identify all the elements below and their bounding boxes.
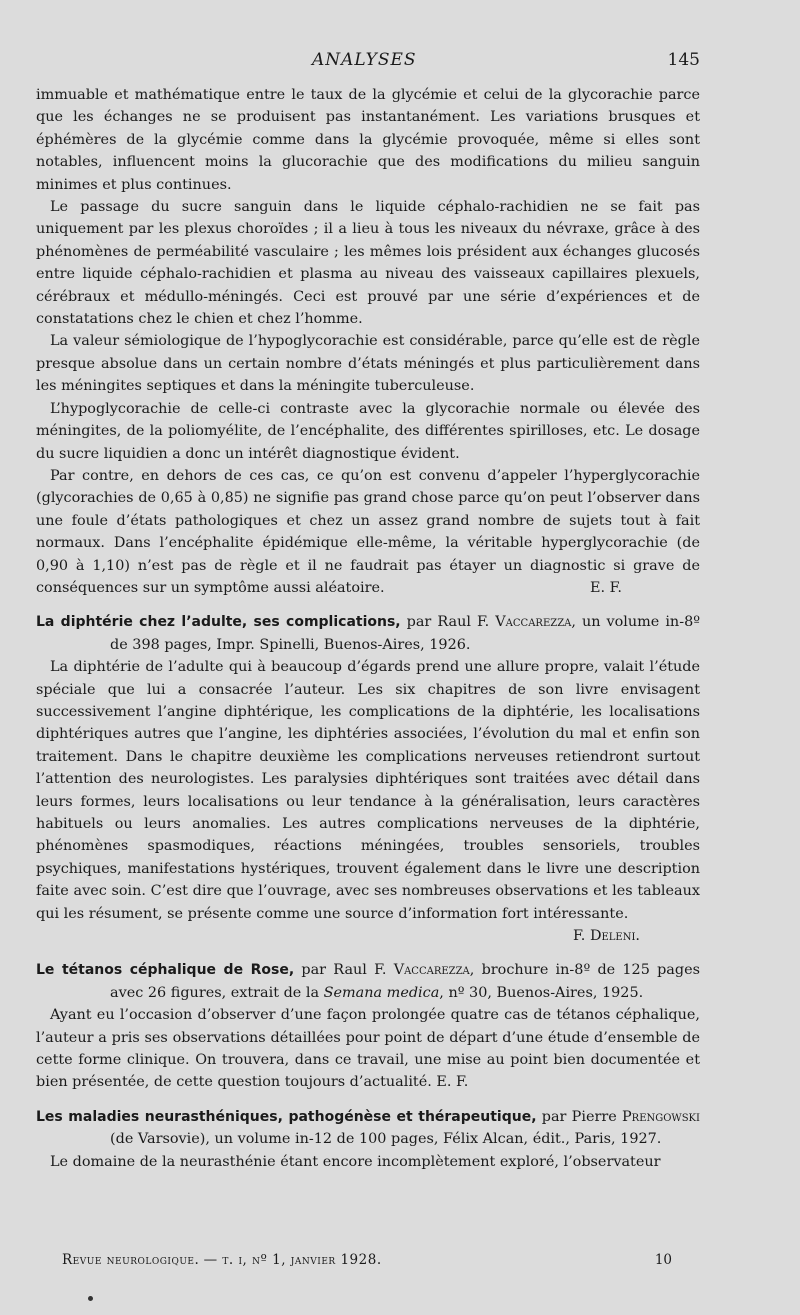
review-tetanus-signature: E. F. <box>436 1074 469 1091</box>
review-diphtheria-title: La diphtérie chez l’adulte, ses complications, <box>36 614 401 631</box>
running-title: ANALYSES <box>312 50 417 70</box>
review-tetanus <box>36 959 700 1093</box>
review-tetanus-heading <box>36 959 700 1004</box>
intro-paragraph-4: L’hypoglycorachie de celle-ci contraste avec la glycorachie normale ou élevée des méningites, de la poliomyélite, de l’encéphalite, des différentes spirilloses, etc. Le dosage du sucre liquidien a donc un intérêt diagnostique évident. <box>36 400 700 462</box>
page-footer <box>62 1252 672 1268</box>
review-diphtheria-heading <box>36 611 700 656</box>
review-neurasthenia-by: par Pierre <box>541 1108 617 1125</box>
review-tetanus-by: par Raul F. <box>301 962 387 979</box>
intro-paragraph-5-text: Par contre, en dehors de ces cas, ce qu’on est convenu d’appeler l’hyperglycorachie (glycorachies de 0,65 à 0,85) ne signifie pas grand chose parce qu’on peut l’observer dans une foule d’états pathologiques et chez un assez grand nombre de sujets tout à fait normaux. Dans l’encéphalite épidémique elle-même, la véritable hyperglycorachie (de 0,90 à 1,10) n’est pas de règle et il ne faudrait pas étayer un diagnostic si grave de conséquences sur un symptôme aussi aléatoire. <box>36 467 700 596</box>
review-neurasthenia <box>36 1106 700 1173</box>
review-neurasthenia-heading <box>36 1106 700 1151</box>
review-diphtheria-by: par Raul F. <box>406 614 490 631</box>
page-body <box>36 84 700 1173</box>
review-diphtheria-signature: F. Deleni. <box>573 928 640 945</box>
review-diphtheria-text: La diphtérie de l’adulte qui à beaucoup d’égards prend une allure propre, valait l’étude spéciale que lui a consacrée l’auteur. Les six chapitres de son livre envisagent successivement l’angine diphtérique, les complications de la diphtérie, les localisations diphtériques autres que l’angine, les diphtéries associées, l’évolution du mal et enfin son traitement. Dans le chapitre deuxième les complications nerveuses retiendront surtout l’attention des neurologistes. Les paralysies diphtériques sont traitées avec détail dans leurs formes, leurs localisations ou leur tendance à la généralisation, leurs caractères habituels ou leurs anomalies. Les autres complications nerveuses de la diphtérie, phénomènes spasmodiques, réactions méningées, troubles sensoriels, troubles psychiques, manifestations hystériques, trouvent également dans le livre une description faite avec soin. C’est dire que l’ouvrage, avec ses nombreuses observations et les tableaux qui les résument, se présente comme une source d’information fort intéressante. <box>36 659 700 922</box>
review-diphtheria <box>36 611 700 947</box>
intro-paragraph-1: immuable et mathématique entre le taux de la glycémie et celui de la glycorachie parce que les échanges ne se produisent pas instantanément. Les variations brusques et éphémères de la glycémie comme dans la glycémie provoquée, même si elles sont notables, influencent moins la glucorachie que des modifications du milieu sanguin minimes et plus continues. <box>36 87 700 193</box>
review-tetanus-details2: , nº 30, Buenos-Aires, 1925. <box>439 984 644 1001</box>
review-neurasthenia-text: Le domaine de la neurasthénie étant encore incomplètement exploré, l’observateur <box>50 1153 661 1170</box>
review-tetanus-text: Ayant eu l’occasion d’observer d’une façon prolongée quatre cas de tétanos céphalique, l’auteur a pris ses observations détaillées pour point de départ d’une étude d’ensemble de cette forme clinique. On trouvera, dans ce travail, une mise au point bien documentée et bien présentée, de cette question toujours d’actualité. <box>36 1007 700 1091</box>
review-tetanus-paragraph <box>36 1004 700 1094</box>
footer-journal: Revue neurologique. <box>62 1252 200 1268</box>
intro-paragraph-2: Le passage du sucre sanguin dans le liquide céphalo-rachidien ne se fait pas uniquement par les plexus choroïdes ; il a lieu à tous les niveaux du névraxe, grâce à des phénomènes de perméabilité vasculaire ; les mêmes lois président aux échanges glucosés entre liquide céphalo-rachidien et plasma au niveau des vaisseaux capillaires plexuels, cérébraux et médullo-méningés. Ceci est prouvé par une série d’expériences et de constatations chez le chien et chez l’homme. <box>36 199 700 328</box>
review-neurasthenia-author: Prengowski <box>621 1108 700 1125</box>
intro-paragraph-3: La valeur sémiologique de l’hypoglycorachie est considérable, parce qu’elle est de règle presque absolue dans un certain nombre d’états méningés et plus particulièrement dans les méningites septiques et dans la méningite tuberculeuse. <box>36 333 700 395</box>
review-tetanus-author: Vaccarezza <box>393 962 470 979</box>
footer-sheet-number: 10 <box>654 1252 672 1268</box>
ink-speck <box>88 1296 93 1301</box>
intro-paragraph-5 <box>36 465 700 599</box>
review-neurasthenia-details: (de Varsovie), un volume in-12 de 100 pages, Félix Alcan, édit., Paris, 1927. <box>110 1131 662 1148</box>
page-number: 145 <box>667 50 700 70</box>
review-tetanus-details: , brochure in-8º de 125 pages avec 26 figures, extrait de la <box>110 962 700 1001</box>
review-tetanus-title: Le tétanos céphalique de Rose, <box>36 962 295 979</box>
review-tetanus-journal: Semana medica <box>323 984 440 1001</box>
review-diphtheria-details: , un volume in-8º de 398 pages, Impr. Spinelli, Buenos-Aires, 1926. <box>110 614 700 653</box>
review-diphtheria-author: Vaccarezza <box>495 614 572 631</box>
intro-signature: E. F. <box>590 579 622 596</box>
review-neurasthenia-title: Les maladies neurasthéniques, pathogénèse et thérapeutique, <box>36 1108 537 1125</box>
footer-issue: — t. i, nº 1, janvier 1928. <box>203 1252 382 1268</box>
